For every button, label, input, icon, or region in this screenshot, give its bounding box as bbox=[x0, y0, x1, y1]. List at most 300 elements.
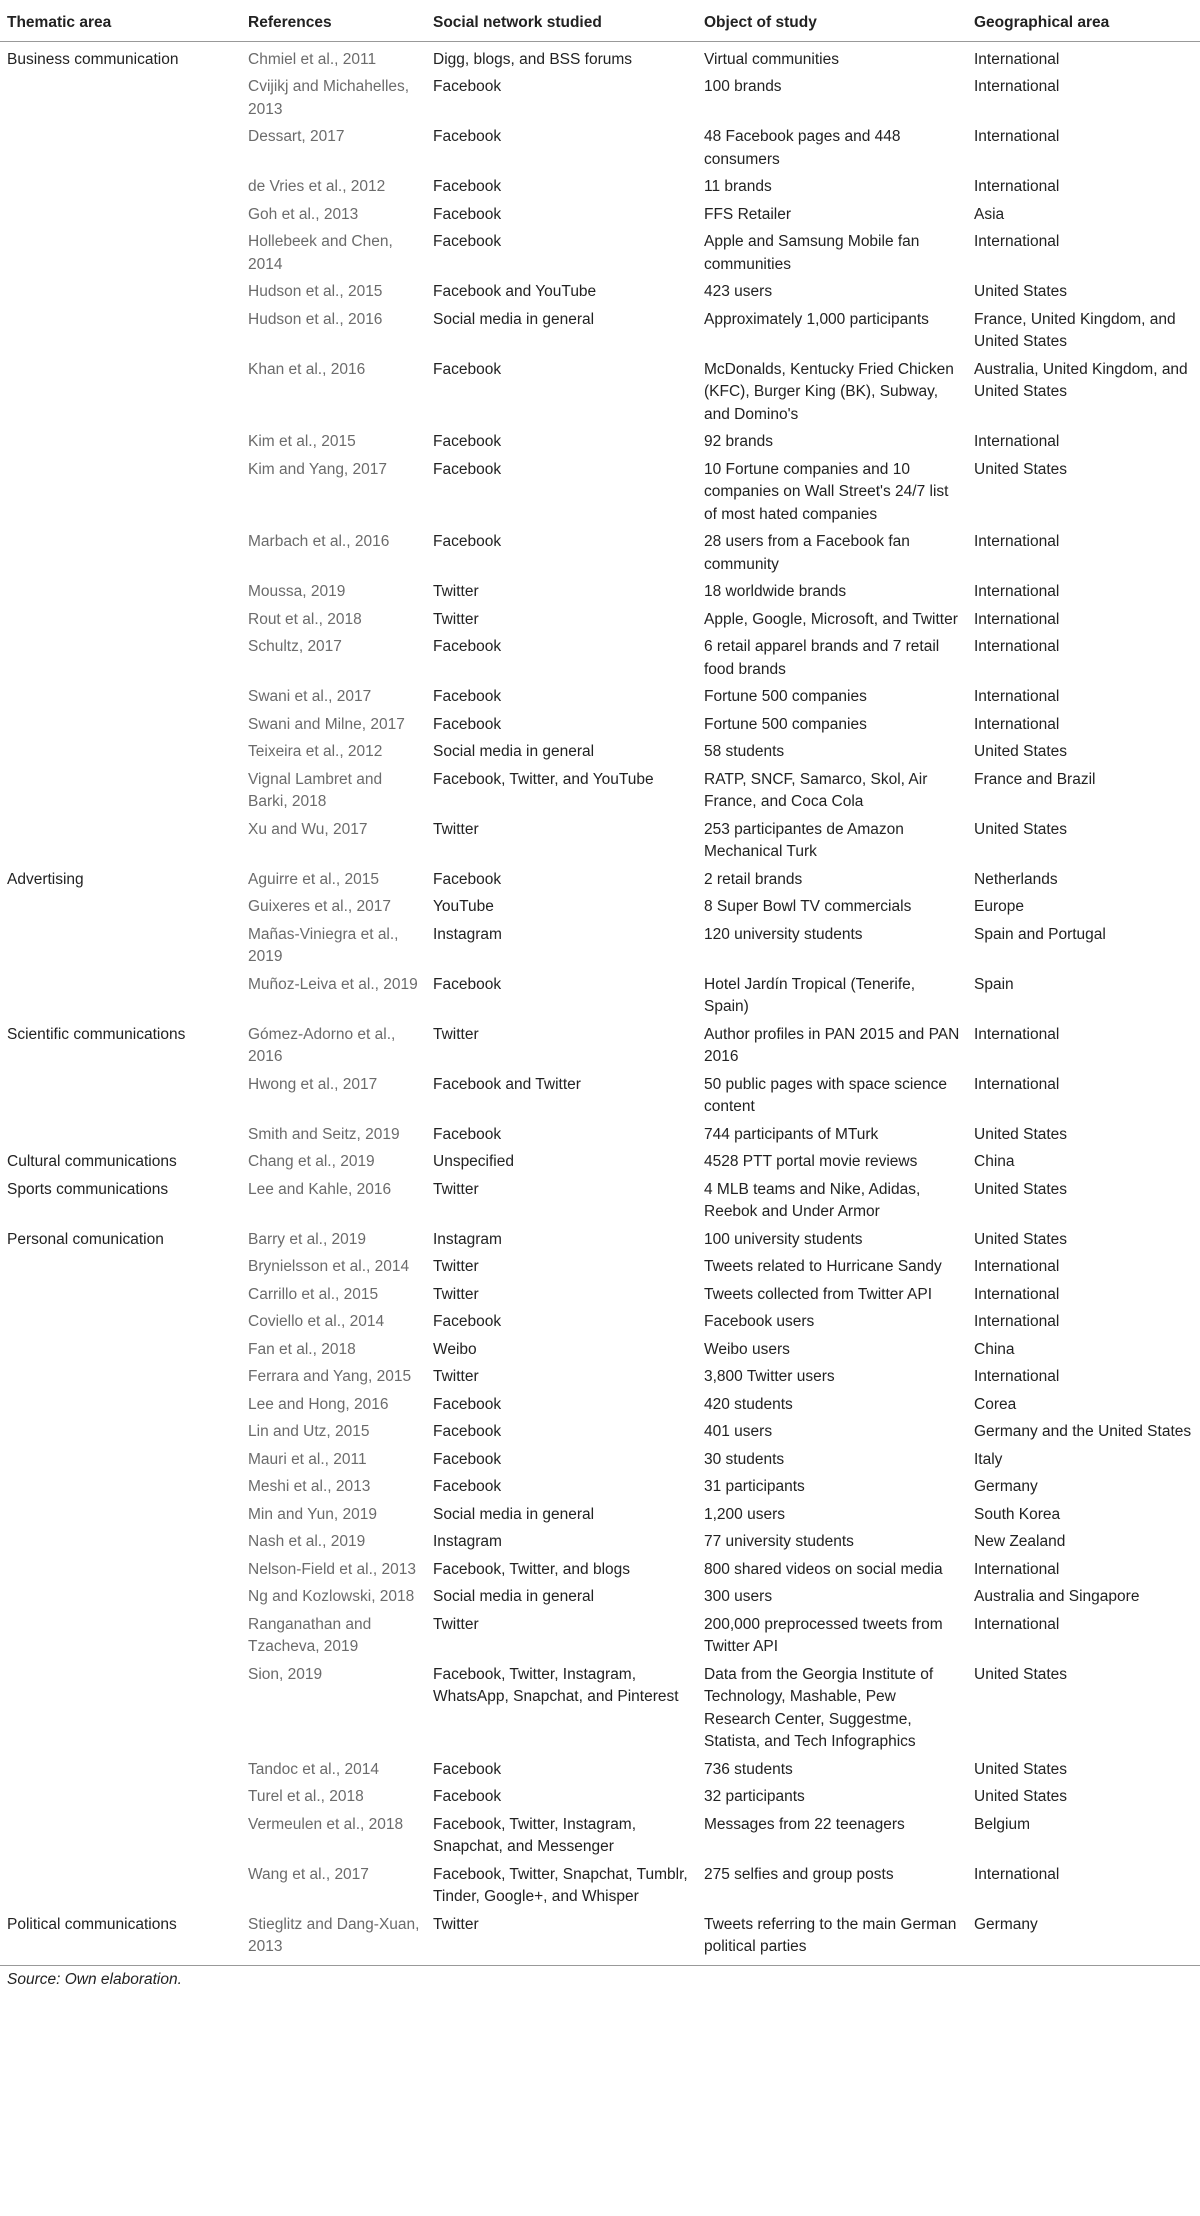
object-of-study-cell: 120 university students bbox=[704, 925, 863, 943]
geographical-area-cell: International bbox=[974, 1865, 1060, 1883]
thematic-area-cell bbox=[0, 894, 241, 922]
thematic-area-cell bbox=[0, 1364, 241, 1392]
social-network-cell: Twitter bbox=[433, 1025, 479, 1043]
social-network-cell: Facebook bbox=[433, 1395, 502, 1413]
reference-cell: Vignal Lambret and Barki, 2018 bbox=[248, 770, 383, 810]
object-of-study-cell: 10 Fortune companies and 10 companies on Wall Street's 24/7 list of most hated companies bbox=[704, 460, 949, 523]
table-row bbox=[0, 684, 1200, 712]
reference-cell: Teixeira et al., 2012 bbox=[248, 743, 383, 760]
geographical-area-cell: United States bbox=[974, 743, 1068, 760]
thematic-area-cell bbox=[0, 229, 241, 279]
social-network-cell: Facebook bbox=[433, 638, 502, 655]
object-of-study-cell: Approximately 1,000 participants bbox=[704, 310, 929, 328]
header-geographical-area: Geographical area bbox=[967, 4, 1200, 41]
table-row bbox=[0, 1447, 1200, 1475]
geographical-area-cell: International bbox=[974, 1560, 1060, 1578]
social-network-cell: Social media in general bbox=[433, 310, 595, 328]
object-of-study-cell: 92 brands bbox=[704, 433, 773, 450]
geographical-area-cell: United States bbox=[974, 1788, 1068, 1805]
table-row bbox=[0, 41, 1200, 74]
reference-cell: Kim et al., 2015 bbox=[248, 433, 356, 450]
geographical-area-cell: United States bbox=[974, 1180, 1068, 1198]
geographical-area-cell: International bbox=[974, 233, 1060, 250]
social-network-cell: Facebook, Twitter, Instagram, Snapchat, and Messenger bbox=[433, 1815, 637, 1855]
object-of-study-cell: 1,200 users bbox=[704, 1505, 785, 1523]
geographical-area-cell: Australia and Singapore bbox=[974, 1588, 1140, 1605]
social-network-cell: Twitter bbox=[433, 1258, 479, 1275]
table-row bbox=[0, 634, 1200, 684]
geographical-area-cell: Netherlands bbox=[974, 870, 1058, 888]
thematic-area-cell: Political communications bbox=[0, 1912, 241, 1966]
reference-cell: Rout et al., 2018 bbox=[248, 610, 362, 628]
table-row bbox=[0, 1662, 1200, 1757]
table-header bbox=[0, 4, 1200, 41]
object-of-study-cell: 2 retail brands bbox=[704, 870, 803, 888]
reference-cell: de Vries et al., 2012 bbox=[248, 178, 386, 195]
reference-cell: Aguirre et al., 2015 bbox=[248, 870, 379, 888]
object-of-study-cell: 58 students bbox=[704, 743, 785, 760]
thematic-area-cell bbox=[0, 1812, 241, 1862]
reference-cell: Carrillo et al., 2015 bbox=[248, 1285, 379, 1303]
geographical-area-cell: Asia bbox=[974, 205, 1005, 223]
table-row bbox=[0, 1337, 1200, 1365]
thematic-area-cell bbox=[0, 817, 241, 867]
reference-cell: Hwong et al., 2017 bbox=[248, 1075, 378, 1093]
social-network-cell: Twitter bbox=[426, 1912, 697, 1966]
social-network-cell: Facebook bbox=[433, 1788, 502, 1805]
geographical-area-cell: Australia, United Kingdom, and United States bbox=[974, 360, 1188, 400]
thematic-area-cell bbox=[0, 1862, 241, 1912]
table-row bbox=[0, 1392, 1200, 1420]
geographical-area-cell: United States bbox=[974, 1760, 1068, 1778]
object-of-study-cell: 6 retail apparel brands and 7 retail food brands bbox=[704, 638, 940, 678]
thematic-area-cell bbox=[0, 579, 241, 607]
object-of-study-cell: 3,800 Twitter users bbox=[704, 1368, 835, 1385]
object-of-study-cell: 200,000 preprocessed tweets from Twitter API bbox=[704, 1615, 943, 1655]
reference-cell: Lee and Kahle, 2016 bbox=[248, 1180, 392, 1198]
social-network-cell: Facebook bbox=[433, 1450, 502, 1468]
object-of-study-cell: 11 brands bbox=[704, 178, 772, 195]
social-network-cell: Facebook bbox=[433, 433, 502, 450]
reference-cell: Guixeres et al., 2017 bbox=[248, 898, 392, 915]
table-row bbox=[0, 202, 1200, 230]
reference-cell: Lin and Utz, 2015 bbox=[248, 1423, 370, 1440]
table-row bbox=[0, 529, 1200, 579]
geographical-area-cell: Belgium bbox=[974, 1815, 1030, 1833]
object-of-study-cell: Tweets collected from Twitter API bbox=[704, 1285, 932, 1303]
social-network-cell: Twitter bbox=[433, 610, 479, 628]
table-row bbox=[0, 1254, 1200, 1282]
geographical-area-cell: Germany bbox=[967, 1912, 1200, 1966]
social-network-cell: Digg, blogs, and BSS forums bbox=[433, 50, 633, 68]
object-of-study-cell: 300 users bbox=[704, 1588, 773, 1605]
thematic-area-cell bbox=[0, 1662, 241, 1757]
table-row bbox=[0, 1584, 1200, 1612]
thematic-area-cell bbox=[0, 712, 241, 740]
table-row bbox=[0, 1812, 1200, 1862]
reference-cell: Cvijikj and Michahelles, 2013 bbox=[248, 78, 410, 118]
object-of-study-cell: 8 Super Bowl TV commercials bbox=[704, 898, 912, 915]
header-references: References bbox=[241, 4, 426, 41]
geographical-area-cell: Corea bbox=[974, 1395, 1017, 1413]
table-row bbox=[0, 1309, 1200, 1337]
table-row bbox=[0, 1364, 1200, 1392]
reference-cell: Ng and Kozlowski, 2018 bbox=[248, 1588, 415, 1605]
reference-cell: Mauri et al., 2011 bbox=[248, 1450, 367, 1468]
object-of-study-cell: Tweets referring to the main German political parties bbox=[697, 1912, 967, 1966]
geographical-area-cell: International bbox=[974, 688, 1060, 705]
thematic-area-cell bbox=[0, 1254, 241, 1282]
thematic-area-cell bbox=[0, 1447, 241, 1475]
object-of-study-cell: Facebook users bbox=[704, 1313, 815, 1330]
thematic-area-cell bbox=[0, 1282, 241, 1310]
reference-cell: Hudson et al., 2016 bbox=[248, 310, 383, 328]
geographical-area-cell: United States bbox=[974, 1665, 1068, 1683]
table-row bbox=[0, 972, 1200, 1022]
social-network-cell: Instagram bbox=[433, 1230, 502, 1248]
table-row bbox=[0, 1282, 1200, 1310]
reference-cell: Hudson et al., 2015 bbox=[248, 283, 383, 300]
social-network-cell: Facebook bbox=[433, 975, 502, 993]
reference-cell: Min and Yun, 2019 bbox=[248, 1505, 377, 1523]
reference-cell: Lee and Hong, 2016 bbox=[248, 1395, 389, 1413]
table-row bbox=[0, 229, 1200, 279]
reference-cell: Ferrara and Yang, 2015 bbox=[248, 1368, 412, 1385]
geographical-area-cell: United States bbox=[974, 460, 1068, 478]
object-of-study-cell: Apple, Google, Microsoft, and Twitter bbox=[704, 610, 958, 628]
thematic-area-cell: Business communication bbox=[7, 50, 179, 68]
thematic-area-cell: Sports communications bbox=[7, 1180, 169, 1198]
table-row bbox=[0, 1474, 1200, 1502]
reference-cell: Smith and Seitz, 2019 bbox=[248, 1125, 400, 1143]
header-thematic-area: Thematic area bbox=[0, 4, 241, 41]
social-network-cell: Facebook bbox=[433, 1478, 502, 1495]
table-row bbox=[0, 1612, 1200, 1662]
table-row bbox=[0, 894, 1200, 922]
social-network-cell: Instagram bbox=[433, 925, 502, 943]
object-of-study-cell: 48 Facebook pages and 448 consumers bbox=[704, 128, 901, 168]
reference-cell: Moussa, 2019 bbox=[248, 583, 346, 600]
thematic-area-cell bbox=[0, 1502, 241, 1530]
geographical-area-cell: International bbox=[974, 715, 1060, 733]
reference-cell: Mañas-Viniegra et al., 2019 bbox=[248, 925, 399, 965]
geographical-area-cell: United States bbox=[974, 820, 1068, 838]
thematic-area-cell bbox=[0, 1474, 241, 1502]
social-network-cell: Facebook bbox=[433, 688, 502, 705]
social-network-cell: Twitter bbox=[433, 1285, 479, 1303]
geographical-area-cell: International bbox=[974, 128, 1060, 145]
table-row bbox=[0, 739, 1200, 767]
object-of-study-cell: 31 participants bbox=[704, 1478, 805, 1495]
geographical-area-cell: International bbox=[974, 1258, 1060, 1275]
object-of-study-cell: Hotel Jardín Tropical (Tenerife, Spain) bbox=[704, 975, 916, 1015]
thematic-area-cell bbox=[0, 972, 241, 1022]
table-row bbox=[0, 867, 1200, 895]
object-of-study-cell: Messages from 22 teenagers bbox=[704, 1815, 905, 1833]
table-row bbox=[0, 124, 1200, 174]
table-row bbox=[0, 279, 1200, 307]
thematic-area-cell bbox=[0, 1122, 241, 1150]
table-row bbox=[0, 1757, 1200, 1785]
table-row bbox=[0, 457, 1200, 530]
object-of-study-cell: 253 participantes de Amazon Mechanical Turk bbox=[704, 820, 904, 860]
table-row bbox=[0, 1529, 1200, 1557]
header-social-network: Social network studied bbox=[426, 4, 697, 41]
table-row bbox=[0, 579, 1200, 607]
header-object-of-study: Object of study bbox=[697, 4, 967, 41]
thematic-area-cell bbox=[0, 1757, 241, 1785]
reference-cell: Gómez-Adorno et al., 2016 bbox=[248, 1025, 396, 1065]
table-row bbox=[0, 429, 1200, 457]
social-network-cell: Facebook bbox=[433, 1760, 502, 1778]
thematic-area-cell: Scientific communications bbox=[7, 1025, 186, 1043]
thematic-area-cell bbox=[0, 279, 241, 307]
table-row bbox=[0, 1122, 1200, 1150]
geographical-area-cell: China bbox=[974, 1153, 1015, 1170]
table-row bbox=[0, 357, 1200, 430]
thematic-area-cell bbox=[0, 607, 241, 635]
geographical-area-cell: International bbox=[974, 1368, 1060, 1385]
table-row bbox=[0, 712, 1200, 740]
reference-cell: Kim and Yang, 2017 bbox=[248, 460, 388, 478]
thematic-area-cell bbox=[0, 74, 241, 124]
geographical-area-cell: International bbox=[974, 433, 1060, 450]
table-row bbox=[0, 767, 1200, 817]
reference-cell: Swani and Milne, 2017 bbox=[248, 715, 405, 733]
social-network-cell: Facebook, Twitter, Instagram, WhatsApp, Snapchat, and Pinterest bbox=[433, 1665, 679, 1705]
object-of-study-cell: Fortune 500 companies bbox=[704, 715, 867, 733]
thematic-area-cell bbox=[0, 529, 241, 579]
social-network-cell: Twitter bbox=[433, 1180, 479, 1198]
object-of-study-cell: 100 brands bbox=[704, 78, 782, 95]
table-row bbox=[0, 607, 1200, 635]
geographical-area-cell: Italy bbox=[974, 1450, 1003, 1468]
geographical-area-cell: Spain and Portugal bbox=[974, 925, 1106, 943]
geographical-area-cell: South Korea bbox=[974, 1505, 1061, 1523]
social-network-cell: Weibo bbox=[433, 1340, 477, 1358]
geographical-area-cell: International bbox=[974, 1313, 1060, 1330]
thematic-area-cell bbox=[0, 307, 241, 357]
social-network-cell: Facebook bbox=[433, 205, 502, 223]
reference-cell: Khan et al., 2016 bbox=[248, 360, 366, 378]
table-row bbox=[0, 1502, 1200, 1530]
object-of-study-cell: FFS Retailer bbox=[704, 205, 791, 223]
table-row bbox=[0, 174, 1200, 202]
reference-cell: Chmiel et al., 2011 bbox=[248, 50, 377, 68]
social-network-cell: Instagram bbox=[433, 1533, 502, 1550]
social-network-cell: Facebook bbox=[433, 533, 502, 550]
object-of-study-cell: 100 university students bbox=[704, 1230, 863, 1248]
object-of-study-cell: Data from the Georgia Institute of Technology, Mashable, Pew Research Center, Suggestme, Statista, and Tech Infographics bbox=[704, 1665, 934, 1750]
geographical-area-cell: Spain bbox=[974, 975, 1014, 993]
reference-cell: Vermeulen et al., 2018 bbox=[248, 1815, 404, 1833]
table-row bbox=[0, 1022, 1200, 1072]
table-row bbox=[0, 1862, 1200, 1912]
thematic-area-cell bbox=[0, 1529, 241, 1557]
geographical-area-cell: United States bbox=[974, 1125, 1068, 1143]
thematic-area-cell: Cultural communications bbox=[7, 1153, 177, 1170]
thematic-area-cell bbox=[0, 634, 241, 684]
thematic-area-cell bbox=[0, 1072, 241, 1122]
reference-cell: Nelson-Field et al., 2013 bbox=[248, 1560, 417, 1578]
geographical-area-cell: International bbox=[974, 1025, 1060, 1043]
object-of-study-cell: 28 users from a Facebook fan community bbox=[704, 533, 910, 573]
geographical-area-cell: United States bbox=[974, 1230, 1068, 1248]
table-row bbox=[0, 74, 1200, 124]
thematic-area-cell bbox=[0, 1612, 241, 1662]
social-network-cell: Facebook bbox=[433, 460, 502, 478]
reference-cell: Coviello et al., 2014 bbox=[248, 1313, 385, 1330]
object-of-study-cell: 4 MLB teams and Nike, Adidas, Reebok and Under Armor bbox=[704, 1180, 921, 1220]
geographical-area-cell: Germany and the United States bbox=[974, 1423, 1192, 1440]
reference-cell: Marbach et al., 2016 bbox=[248, 533, 390, 550]
geographical-area-cell: France and Brazil bbox=[974, 770, 1096, 788]
social-network-cell: Facebook bbox=[433, 360, 502, 378]
geographical-area-cell: International bbox=[974, 1615, 1060, 1633]
thematic-area-cell bbox=[0, 457, 241, 530]
geographical-area-cell: International bbox=[974, 638, 1060, 655]
social-network-cell: Facebook and Twitter bbox=[433, 1075, 581, 1093]
object-of-study-cell: 423 users bbox=[704, 283, 773, 300]
table-row bbox=[0, 922, 1200, 972]
social-network-cell: Facebook bbox=[433, 1125, 502, 1143]
reference-cell: Wang et al., 2017 bbox=[248, 1865, 369, 1883]
table-row bbox=[0, 1557, 1200, 1585]
reference-cell: Ranganathan and Tzacheva, 2019 bbox=[248, 1615, 372, 1655]
object-of-study-cell: Tweets related to Hurricane Sandy bbox=[704, 1258, 942, 1275]
object-of-study-cell: 50 public pages with space science content bbox=[704, 1075, 947, 1115]
social-network-cell: Unspecified bbox=[433, 1153, 514, 1170]
thematic-area-cell bbox=[0, 739, 241, 767]
object-of-study-cell: 800 shared videos on social media bbox=[704, 1560, 943, 1578]
table-row bbox=[0, 1072, 1200, 1122]
object-of-study-cell: McDonalds, Kentucky Fried Chicken (KFC), Burger King (BK), Subway, and Domino's bbox=[704, 360, 954, 423]
thematic-area-cell bbox=[0, 1419, 241, 1447]
social-network-cell: Facebook bbox=[433, 128, 502, 145]
social-network-cell: Twitter bbox=[433, 583, 479, 600]
reference-cell: Meshi et al., 2013 bbox=[248, 1478, 371, 1495]
social-network-cell: Facebook bbox=[433, 870, 502, 888]
social-network-cell: Social media in general bbox=[433, 743, 595, 760]
thematic-area-cell bbox=[0, 357, 241, 430]
reference-cell: Chang et al., 2019 bbox=[248, 1153, 375, 1170]
object-of-study-cell: Virtual communities bbox=[704, 50, 839, 68]
reference-cell: Hollebeek and Chen, 2014 bbox=[248, 233, 393, 273]
source-note: Source: Own elaboration. bbox=[7, 1970, 182, 1988]
social-network-cell: Facebook, Twitter, and blogs bbox=[433, 1560, 631, 1578]
geographical-area-cell: Europe bbox=[974, 898, 1024, 915]
social-network-cell: Facebook bbox=[433, 233, 502, 250]
geographical-area-cell: International bbox=[974, 583, 1060, 600]
table-row bbox=[0, 1149, 1200, 1177]
object-of-study-cell: 401 users bbox=[704, 1423, 773, 1440]
reference-cell: Barry et al., 2019 bbox=[248, 1230, 367, 1248]
thematic-area-cell bbox=[0, 174, 241, 202]
thematic-area-cell bbox=[0, 1392, 241, 1420]
thematic-area-cell bbox=[0, 1309, 241, 1337]
geographical-area-cell: International bbox=[974, 78, 1060, 95]
social-network-cell: YouTube bbox=[433, 898, 494, 915]
thematic-area-cell bbox=[0, 1557, 241, 1585]
reference-cell: Tandoc et al., 2014 bbox=[248, 1760, 379, 1778]
geographical-area-cell: France, United Kingdom, and United States bbox=[974, 310, 1176, 350]
object-of-study-cell: Fortune 500 companies bbox=[704, 688, 867, 705]
social-network-cell: Facebook bbox=[433, 78, 502, 95]
object-of-study-cell: Author profiles in PAN 2015 and PAN 2016 bbox=[704, 1025, 960, 1065]
reference-cell: Fan et al., 2018 bbox=[248, 1340, 356, 1358]
social-network-cell: Facebook bbox=[433, 178, 502, 195]
references-table bbox=[0, 4, 1200, 1966]
table-row bbox=[0, 1177, 1200, 1227]
geographical-area-cell: International bbox=[974, 50, 1060, 68]
table-row bbox=[0, 817, 1200, 867]
social-network-cell: Facebook, Twitter, and YouTube bbox=[433, 770, 654, 788]
object-of-study-cell: 736 students bbox=[704, 1760, 793, 1778]
social-network-cell: Facebook and YouTube bbox=[433, 283, 597, 300]
geographical-area-cell: China bbox=[974, 1340, 1015, 1358]
table-row bbox=[0, 1227, 1200, 1255]
reference-cell: Schultz, 2017 bbox=[248, 638, 342, 655]
header-row bbox=[0, 4, 1200, 41]
object-of-study-cell: 32 participants bbox=[704, 1788, 805, 1805]
thematic-area-cell: Advertising bbox=[7, 870, 84, 888]
social-network-cell: Facebook bbox=[433, 715, 502, 733]
thematic-area-cell bbox=[0, 1784, 241, 1812]
object-of-study-cell: 30 students bbox=[704, 1450, 785, 1468]
object-of-study-cell: 275 selfies and group posts bbox=[704, 1865, 894, 1883]
object-of-study-cell: 4528 PTT portal movie reviews bbox=[704, 1153, 918, 1170]
geographical-area-cell: International bbox=[974, 1285, 1060, 1303]
social-network-cell: Twitter bbox=[433, 1615, 479, 1633]
table-row bbox=[0, 307, 1200, 357]
geographical-area-cell: International bbox=[974, 1075, 1060, 1093]
thematic-area-cell bbox=[0, 684, 241, 712]
social-network-cell: Twitter bbox=[433, 1368, 479, 1385]
reference-cell: Muñoz-Leiva et al., 2019 bbox=[248, 975, 418, 993]
thematic-area-cell bbox=[0, 202, 241, 230]
table-row bbox=[0, 1784, 1200, 1812]
object-of-study-cell: Apple and Samsung Mobile fan communities bbox=[704, 233, 920, 273]
table-row bbox=[0, 1419, 1200, 1447]
geographical-area-cell: International bbox=[974, 178, 1060, 195]
reference-cell: Goh et al., 2013 bbox=[248, 205, 359, 223]
reference-cell: Turel et al., 2018 bbox=[248, 1788, 364, 1805]
reference-cell: Brynielsson et al., 2014 bbox=[248, 1258, 410, 1275]
geographical-area-cell: Germany bbox=[974, 1478, 1038, 1495]
social-network-cell: Facebook bbox=[433, 1423, 502, 1440]
social-network-cell: Social media in general bbox=[433, 1588, 595, 1605]
reference-cell: Dessart, 2017 bbox=[248, 128, 345, 145]
social-network-cell: Facebook bbox=[433, 1313, 502, 1330]
object-of-study-cell: 18 worldwide brands bbox=[704, 583, 847, 600]
thematic-area-cell: Personal comunication bbox=[7, 1230, 164, 1248]
social-network-cell: Facebook, Twitter, Snapchat, Tumblr, Tinder, Google+, and Whisper bbox=[433, 1865, 688, 1905]
geographical-area-cell: New Zealand bbox=[974, 1533, 1066, 1550]
object-of-study-cell: Weibo users bbox=[704, 1340, 790, 1358]
thematic-area-cell bbox=[0, 767, 241, 817]
thematic-area-cell bbox=[0, 922, 241, 972]
object-of-study-cell: 77 university students bbox=[704, 1533, 854, 1550]
geographical-area-cell: United States bbox=[974, 283, 1068, 300]
reference-cell: Stieglitz and Dang-Xuan, 2013 bbox=[241, 1912, 426, 1966]
social-network-cell: Social media in general bbox=[433, 1505, 595, 1523]
reference-cell: Sion, 2019 bbox=[248, 1665, 323, 1683]
reference-cell: Nash et al., 2019 bbox=[248, 1533, 366, 1550]
object-of-study-cell: 744 participants of MTurk bbox=[704, 1125, 879, 1143]
geographical-area-cell: International bbox=[974, 533, 1060, 550]
thematic-area-cell bbox=[0, 429, 241, 457]
thematic-area-cell bbox=[0, 1337, 241, 1365]
